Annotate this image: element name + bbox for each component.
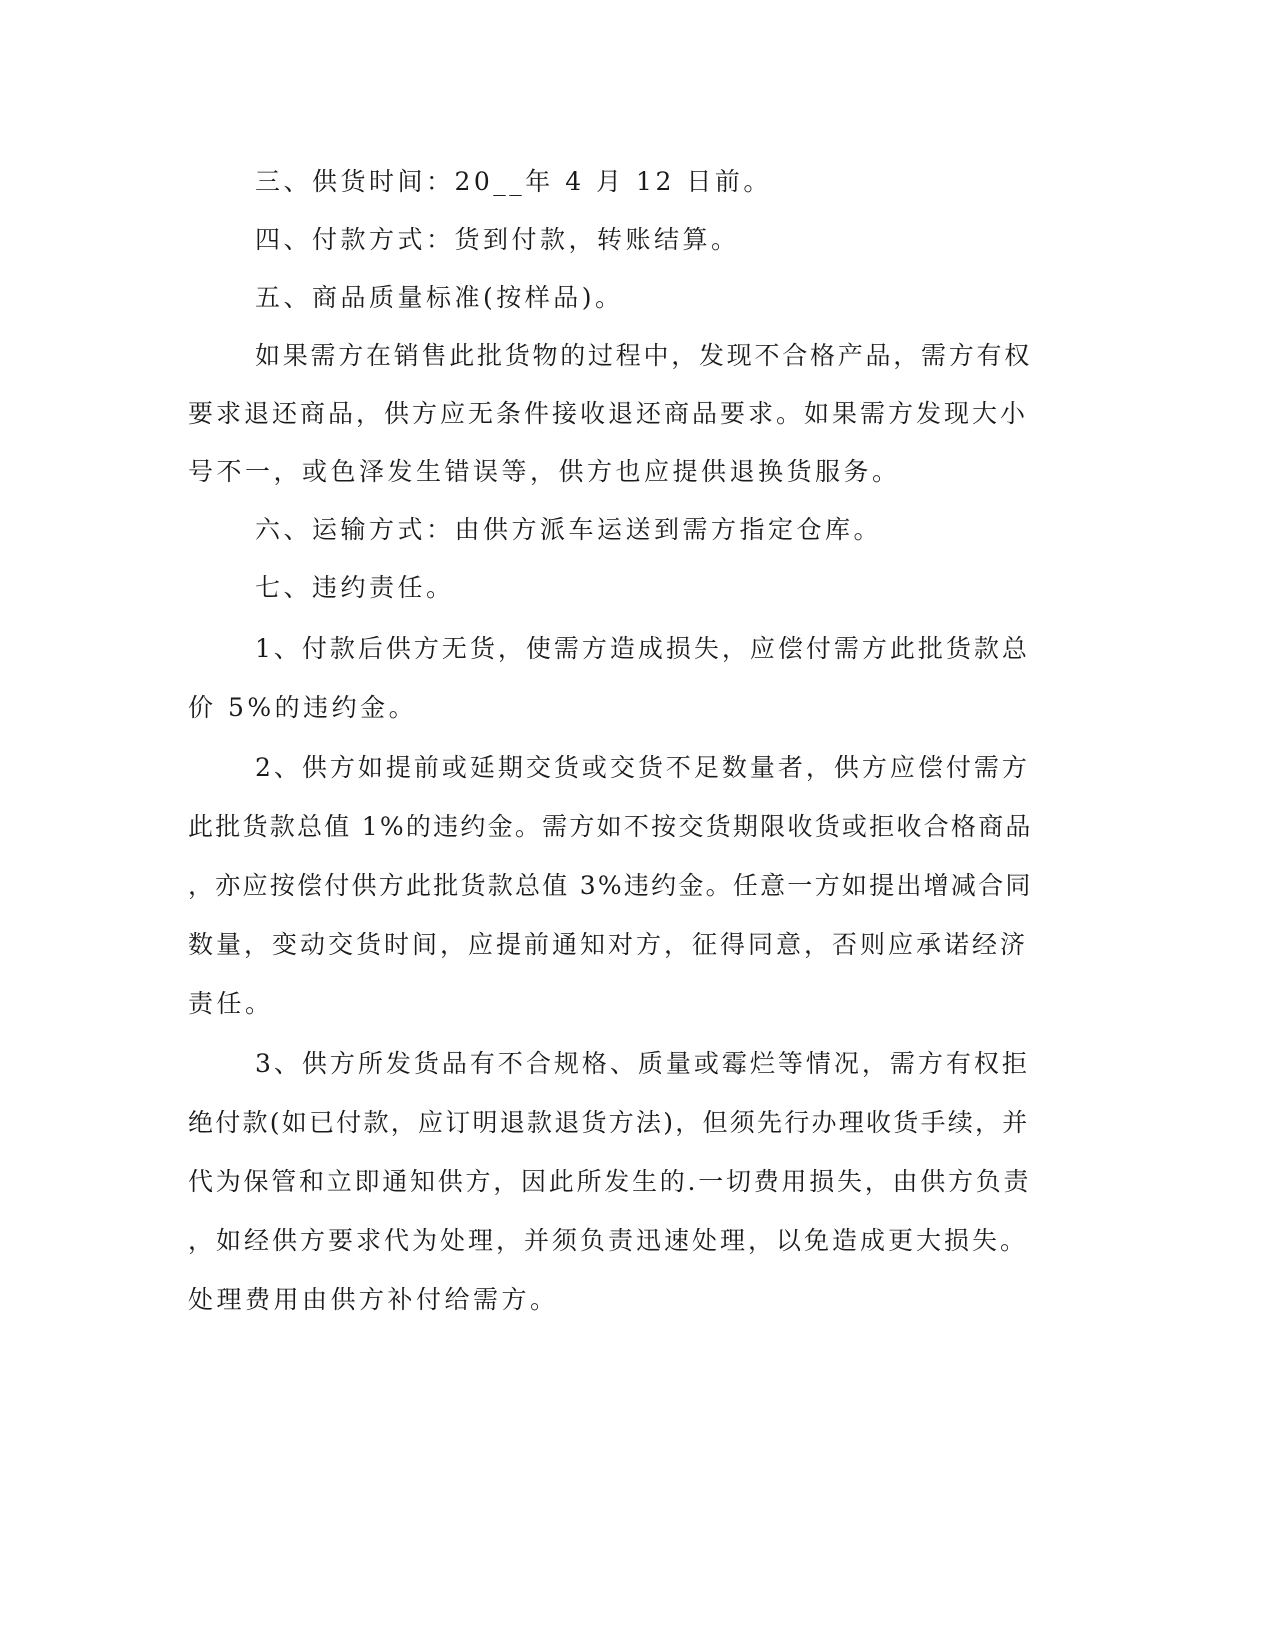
quality-paragraph-line-2: 要求退还商品，供方应无条件接收退还商品要求。如果需方发现大小 (188, 399, 1029, 428)
liability-item-2-line-2: 此批货款总值 1%的违约金。需方如不按交货期限收货或拒收合格商品 (188, 812, 1033, 841)
clause-3-supply-time: 三、供货时间：20__年 4 月 12 日前。 (255, 167, 772, 196)
liability-item-3-line-2: 绝付款(如已付款，应订明退款退货方法)，但须先行办理收货手续，并 (188, 1108, 1030, 1137)
liability-item-3-line-3: 代为保管和立即通知供方，因此所发生的.一切费用损失，由供方负责 (188, 1167, 1032, 1196)
liability-item-2-line-4: 数量，变动交货时间，应提前通知对方，征得同意，否则应承诺经济 (188, 930, 1029, 959)
clause-6-transport: 六、运输方式：由供方派车运送到需方指定仓库。 (255, 515, 883, 544)
liability-item-3-line-1: 3、供方所发货品有不合规格、质量或霉烂等情况，需方有权拒 (255, 1049, 1030, 1078)
liability-item-3-line-5: 处理费用由供方补付给需方。 (188, 1285, 559, 1314)
clause-7-liability-heading: 七、违约责任。 (255, 573, 455, 602)
liability-item-1-line-1: 1、付款后供方无货，使需方造成损失，应偿付需方此批货款总 (255, 634, 1030, 663)
liability-item-3-line-4: ，如经供方要求代为处理，并须负责迅速处理，以免造成更大损失。 (188, 1226, 1029, 1255)
clause-5-quality-standard: 五、商品质量标准(按样品)。 (255, 283, 624, 312)
liability-item-2-line-3: ，亦应按偿付供方此批货款总值 3%违约金。任意一方如提出增减合同 (188, 871, 1033, 900)
clause-4-payment-method: 四、付款方式：货到付款，转账结算。 (255, 225, 740, 254)
liability-item-2-line-1: 2、供方如提前或延期交货或交货不足数量者，供方应偿付需方 (255, 753, 1030, 782)
liability-item-1-line-2: 价 5%的违约金。 (188, 693, 418, 722)
liability-item-2-line-5: 责任。 (188, 989, 274, 1018)
quality-paragraph-line-1: 如果需方在销售此批货物的过程中，发现不合格产品，需方有权 (255, 341, 1033, 370)
quality-paragraph-line-3: 号不一，或色泽发生错误等，供方也应提供退换货服务。 (188, 457, 901, 486)
